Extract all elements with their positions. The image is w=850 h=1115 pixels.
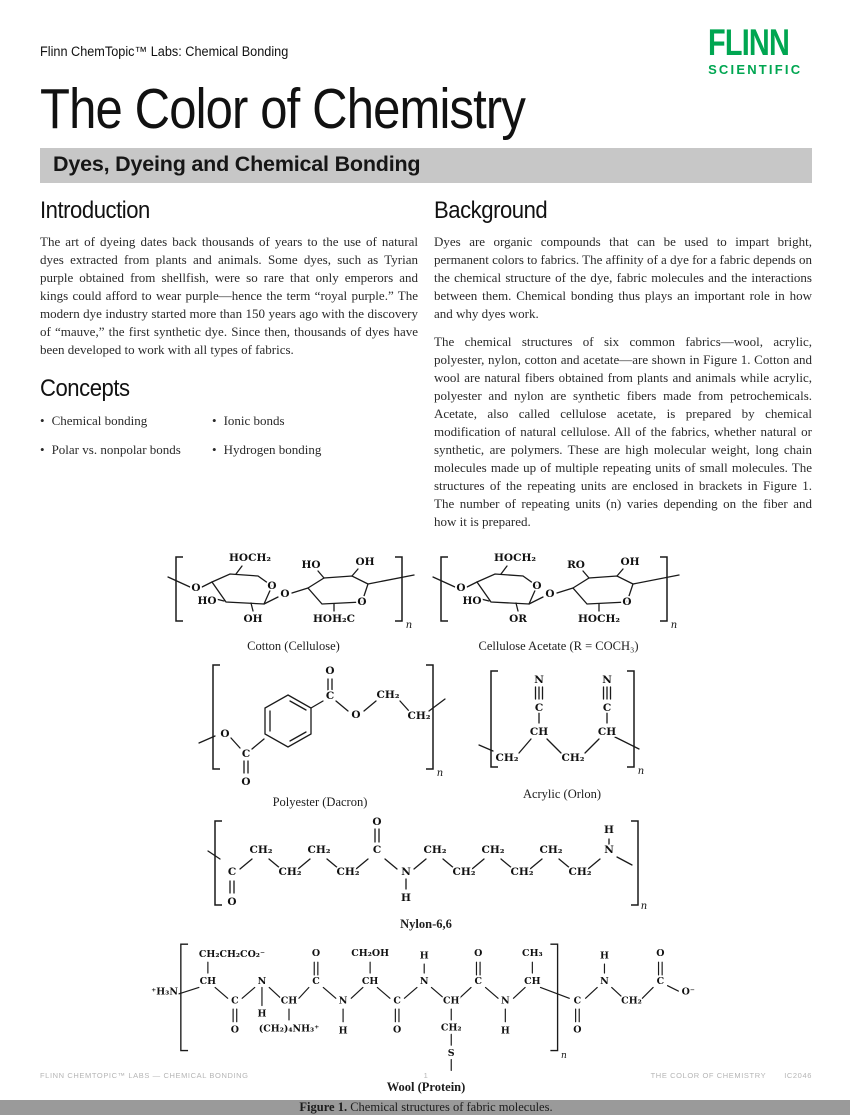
atom-label: CH₂ xyxy=(561,752,584,765)
atom-label: CH xyxy=(443,995,460,1007)
background-heading: Background xyxy=(434,197,548,225)
footer-title: THE COLOR OF CHEMISTRY xyxy=(650,1071,767,1080)
wool-caption: Wool (Protein) xyxy=(386,1080,466,1095)
footer-code: IC2046 xyxy=(784,1071,812,1080)
figure-row-2 xyxy=(40,659,812,810)
atom-label: CH₃ xyxy=(522,948,543,960)
atom-label: CH₂ xyxy=(452,866,475,879)
nylon-caption: Nylon-6,6 xyxy=(400,917,452,932)
left-column xyxy=(40,197,418,541)
atom-label: CH₂ xyxy=(376,689,399,702)
figure-1-block xyxy=(40,549,812,1115)
atom-label: H xyxy=(500,1025,510,1037)
atom-label: H xyxy=(338,1025,348,1037)
atom-label: O xyxy=(393,1024,402,1036)
atom-label: HOCH₂ xyxy=(494,552,536,565)
atom-label: O xyxy=(357,596,367,609)
concepts-heading: Concepts xyxy=(40,375,130,403)
atom-label: CH xyxy=(280,995,298,1007)
figure-1-caption-text: Chemical structures of fabric molecules. xyxy=(347,1100,553,1115)
concepts-list xyxy=(40,413,418,458)
atom-label: ⁺H₃N xyxy=(151,986,178,998)
subtitle-banner: Dyes, Dyeing and Chemical Bonding xyxy=(40,148,812,183)
atom-label: C xyxy=(474,975,483,987)
atom-label: N xyxy=(400,866,411,879)
atom-label: N xyxy=(533,674,544,687)
atom-label: O xyxy=(324,665,335,678)
atom-label: H xyxy=(419,950,429,962)
atom-label: O xyxy=(240,776,251,789)
logo-tagline: SCIENTIFIC xyxy=(708,62,803,77)
atom-label: CH xyxy=(361,975,379,987)
flinn-scientific-logo xyxy=(708,24,812,76)
cotton-caption: Cotton (Cellulose) xyxy=(247,639,340,654)
atom-label: H xyxy=(400,892,411,905)
repeat-subscript: n xyxy=(637,766,644,778)
atom-label: C xyxy=(534,702,543,715)
page-header xyxy=(40,24,812,78)
atom-label: HOH₂C xyxy=(313,613,355,626)
nylon-structure-diagram xyxy=(204,815,649,911)
atom-label: O xyxy=(311,948,321,960)
background-paragraph-1: Dyes are organic compounds that can be used to impart bright, permanent colors to fabrics. The affinity of a dye for a fabric depends on the chemical structure of the dye, fabric molecules and the interactions between them. Chemical bonding thus plays an important role in how and why dyes work. xyxy=(434,234,812,322)
acetate-structure xyxy=(431,549,686,654)
acrylic-caption: Acrylic (Orlon) xyxy=(522,787,602,802)
atom-label: O xyxy=(267,580,277,593)
atom-label: N xyxy=(601,674,612,687)
atom-label: O xyxy=(230,1024,240,1036)
figure-row-3 xyxy=(40,815,812,932)
atom-label: N xyxy=(338,995,348,1007)
atom-label: O xyxy=(280,588,290,601)
atom-label: RO xyxy=(567,559,585,572)
atom-label: CH₂CH₂CO₂⁻ xyxy=(198,948,265,960)
atom-label: C xyxy=(241,748,250,761)
acetate-structure-diagram xyxy=(431,549,686,633)
atom-label: O xyxy=(474,948,483,960)
atom-label: CH₂ xyxy=(423,844,446,857)
figure-1-caption xyxy=(40,1100,812,1115)
atom-label: C xyxy=(393,995,401,1007)
introduction-heading: Introduction xyxy=(40,197,150,225)
atom-label: C xyxy=(602,702,611,715)
atom-label: CH₂ xyxy=(621,995,642,1007)
concept-item: • Ionic bonds xyxy=(212,413,418,429)
atom-label: N xyxy=(500,995,510,1007)
cotton-structure xyxy=(166,549,421,654)
atom-label: O xyxy=(656,948,665,960)
cotton-structure-diagram xyxy=(166,549,421,633)
atom-label: CH₂ xyxy=(278,866,301,879)
polyester-caption: Polyester (Dacron) xyxy=(272,795,368,810)
atom-label: OR xyxy=(509,613,527,626)
atom-label: N xyxy=(257,975,267,987)
series-kicker: Flinn ChemTopic™ Labs: Chemical Bonding xyxy=(40,44,289,59)
atom-label: CH xyxy=(529,726,548,739)
atom-label: CH xyxy=(524,975,541,987)
figure-row-1 xyxy=(40,549,812,654)
right-column xyxy=(434,197,812,541)
acrylic-structure xyxy=(465,659,660,802)
atom-label: H xyxy=(599,950,609,962)
atom-label: HO xyxy=(462,595,482,608)
atom-label: OH xyxy=(620,556,640,569)
atom-label: N xyxy=(419,975,429,987)
atom-label: H xyxy=(257,1008,267,1020)
atom-label: HO xyxy=(301,559,321,572)
atom-label: CH₂ xyxy=(307,844,330,857)
atom-label: O xyxy=(532,580,542,593)
polyester-structure-diagram xyxy=(193,659,448,789)
atom-label: CH₂ xyxy=(510,866,533,879)
atom-label: CH₂ xyxy=(539,844,562,857)
repeat-subscript: n xyxy=(670,620,678,632)
atom-label: O xyxy=(545,588,555,601)
nylon-structure xyxy=(204,815,649,932)
atom-label: O⁻ xyxy=(681,986,695,998)
footer-series: FLINN CHEMTOPIC™ LABS — CHEMICAL BONDING xyxy=(40,1071,249,1080)
atom-label: C xyxy=(227,866,236,879)
atom-label: C xyxy=(656,975,665,987)
atom-label: C xyxy=(231,995,239,1007)
repeat-subscript: n xyxy=(561,1050,567,1061)
footer-page-number: 1 xyxy=(423,1071,429,1080)
atom-label: CH xyxy=(597,726,616,739)
atom-label: H xyxy=(603,824,614,837)
atom-label: C xyxy=(312,975,320,987)
atom-label: S xyxy=(447,1048,455,1060)
page-footer xyxy=(40,1071,812,1080)
atom-label: HO xyxy=(197,595,217,608)
atom-label: O xyxy=(573,1024,582,1036)
atom-label: O xyxy=(456,582,466,595)
repeat-subscript: n xyxy=(405,620,413,632)
atom-label: C xyxy=(372,844,381,857)
concepts-section xyxy=(40,375,418,458)
atom-label: N xyxy=(603,844,614,857)
atom-label: C xyxy=(325,690,334,703)
repeat-subscript: n xyxy=(640,901,647,913)
atom-label: N xyxy=(600,975,609,987)
atom-label: O xyxy=(350,709,361,722)
atom-label: O xyxy=(226,896,237,909)
atom-label: O xyxy=(191,582,201,595)
figure-1-caption-label: Figure 1. xyxy=(299,1100,348,1115)
repeat-subscript: n xyxy=(436,768,443,780)
atom-label: C xyxy=(573,995,582,1007)
atom-label: O xyxy=(219,728,230,741)
atom-label: CH₂ xyxy=(249,844,272,857)
two-column-body xyxy=(40,197,812,541)
atom-label: CH xyxy=(199,975,217,987)
introduction-paragraph: The art of dyeing dates back thousands of years to the use of natural dyes extracted from plants and animals. Some dyes, such as Tyrian purple obtained from shellfish, were so rare that only emperors and kings could afford to wear purple—hence the term “royal purple.” The modern dye industry started more than 150 years ago with the discovery of “mauve,” the first synthetic dye. Since then, thousands of dyes have been developed to work with all types of fabrics. xyxy=(40,234,418,358)
page-title: The Color of Chemistry xyxy=(40,77,526,141)
polyester-structure xyxy=(193,659,448,810)
atom-label: CH₂ xyxy=(440,1022,462,1034)
acetate-caption: Cellulose Acetate (R = COCH₃) xyxy=(478,639,639,654)
acrylic-structure-diagram xyxy=(465,659,660,781)
atom-label: CH₂ xyxy=(407,710,430,723)
atom-label: CH₂ xyxy=(568,866,591,879)
atom-label: OH xyxy=(355,556,375,569)
atom-label: CH₂ xyxy=(336,866,359,879)
atom-label: (CH₂)₄NH₃⁺ xyxy=(258,1023,320,1035)
logo-wordmark: FLINN xyxy=(708,22,790,63)
footer-right xyxy=(428,1071,812,1080)
concept-item: • Hydrogen bonding xyxy=(212,442,418,458)
atom-label: HOCH₂ xyxy=(578,613,620,626)
atom-label: OH xyxy=(243,613,263,626)
atom-label: O xyxy=(371,816,382,829)
atom-label: CH₂OH xyxy=(351,948,390,960)
atom-label: HOCH₂ xyxy=(229,552,271,565)
atom-label: O xyxy=(622,596,632,609)
wool-structure-diagram xyxy=(146,937,706,1074)
concept-item: • Polar vs. nonpolar bonds xyxy=(40,442,212,458)
concept-item: • Chemical bonding xyxy=(40,413,212,429)
atom-label: CH₂ xyxy=(481,844,504,857)
atom-label: CH₂ xyxy=(495,752,518,765)
background-paragraph-2: The chemical structures of six common fabrics—wool, acrylic, polyester, nylon, cotton and acetate—are shown in Figure 1. Cotton and wool are natural fibers obtained from plants and animals while acrylic, polyester and nylon are synthetic fibers made from petrochemicals. Acetate, also called cellulose acetate, is prepared by chemical modification of natural cellulose. All of the fabrics, whether natural or synthetic, are polymers. These are high molecular weight, long chain molecules made up of multiple repeating units of small molecules. The structures of the repeating units are enclosed in brackets in Figure 1. The number of repeating units (n) varies depending on the fiber and how it is prepared. xyxy=(434,334,812,530)
